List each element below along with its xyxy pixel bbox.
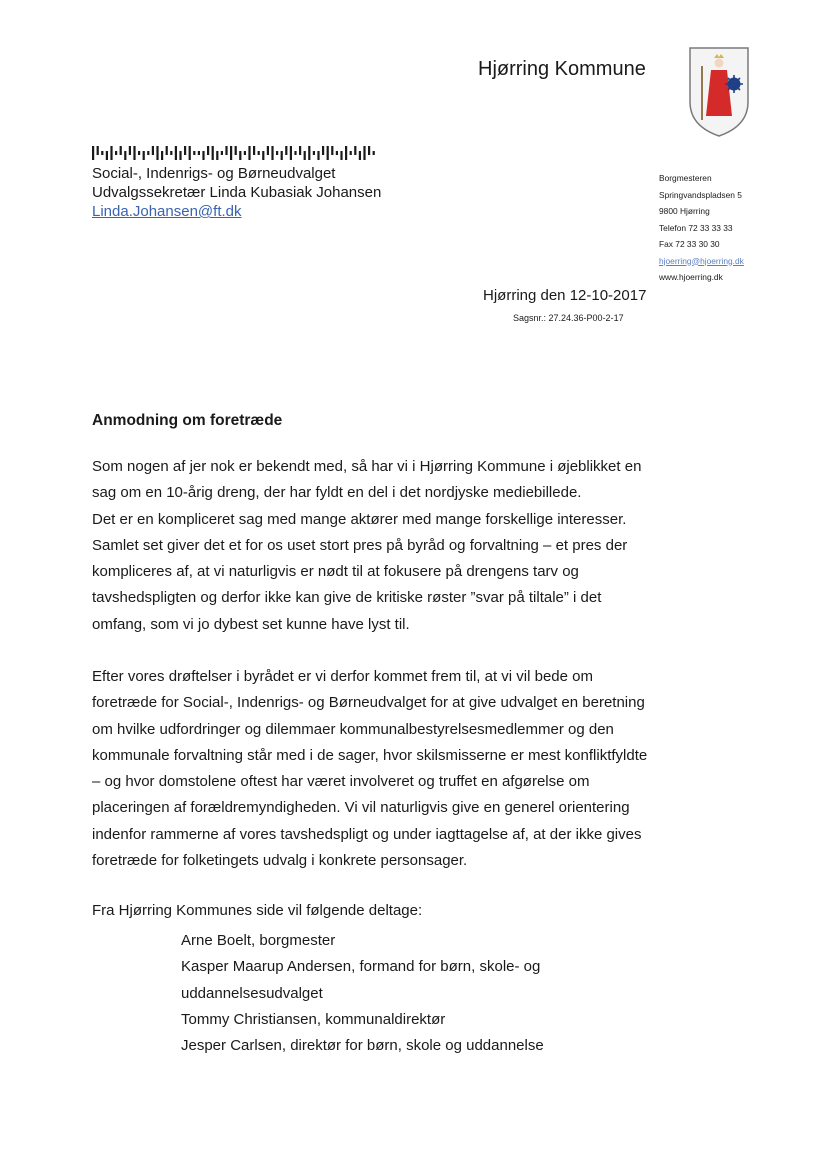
paragraph-line: foretræde for folketingets udvalg i konkrete personsager. xyxy=(92,852,468,870)
participant-item: uddannelsesudvalget xyxy=(181,984,323,1002)
municipality-name: Hjørring Kommune xyxy=(478,58,646,80)
paragraph-line: om hvilke udfordringer og dilemmaer kommunalbestyrelsesmedlemmer og den xyxy=(92,720,614,738)
paragraph-line: omfang, som vi jo dybest set kunne have lyst til. xyxy=(92,615,410,633)
paragraph-line: kompliceres af, at vi naturligvis er nødt til at fokusere på drengens tarv og xyxy=(92,563,579,581)
coat-of-arms-icon xyxy=(688,46,750,138)
paragraph-line: Samlet set giver det et for os uset stort pres på byråd og forvaltning – et pres der xyxy=(92,536,628,554)
paragraph-line: Som nogen af jer nok er bekendt med, så har vi i Hjørring Kommune i øjeblikket en xyxy=(92,458,642,475)
paragraph-line: tavshedspligten og derfor ikke kan give de kritiske røster ”svar på tiltale” i det xyxy=(92,589,602,607)
paragraph-line: foretræde for Social-, Indenrigs- og Børneudvalget for at give udvalget en beretning xyxy=(92,694,645,712)
sender-role: Borgmesteren xyxy=(659,173,712,183)
participant-item: Kasper Maarup Andersen, formand for børn, skole- og xyxy=(181,958,541,976)
sender-street: Springvandspladsen 5 xyxy=(659,189,742,200)
paragraph-line: indenfor rammerne af vores tavshedspligt og under iagttagelse af, at der ikke gives xyxy=(92,825,642,843)
paragraph-line: sag om en 10-årig dreng, der har fyldt en del i det nordjyske mediebillede. xyxy=(92,484,582,502)
postal-barcode-icon xyxy=(92,146,382,160)
recipient-committee: Social-, Indenrigs- og Børneudvalget xyxy=(92,165,336,182)
paragraph-1 xyxy=(92,454,662,638)
sender-email-link[interactable]: hjoerring@hjoerring.dk xyxy=(659,255,744,266)
paragraph-line: – og hvor domstolene oftest har været involveret og truffet en afgørelse om xyxy=(92,773,590,791)
sender-fax: Fax 72 33 30 30 xyxy=(659,239,720,249)
paragraph-2 xyxy=(92,664,662,874)
letter-subject: Anmodning om foretræde xyxy=(92,412,283,429)
paragraph-line: Efter vores drøftelser i byrådet er vi derfor kommet frem til, at vi vil bede om xyxy=(92,668,593,685)
paragraph-line: placeringen af forældremyndigheden. Vi vil naturligvis give en generel orientering xyxy=(92,799,630,817)
letter-date: Hjørring den 12-10-2017 xyxy=(483,287,647,304)
sender-city: 9800 Hjørring xyxy=(659,206,710,216)
participant-item: Jesper Carlsen, direktør for børn, skole og uddannelse xyxy=(181,1037,544,1055)
sender-block xyxy=(659,170,744,286)
sender-web-link[interactable]: www.hjoerring.dk xyxy=(659,272,723,282)
case-number: Sagsnr.: 27.24.36-P00-2-17 xyxy=(513,313,624,323)
recipient-block xyxy=(92,164,381,221)
participants-list xyxy=(181,928,544,1059)
sender-phone: Telefon 72 33 33 33 xyxy=(659,222,733,233)
recipient-email-link[interactable]: Linda.Johansen@ft.dk xyxy=(92,203,242,220)
paragraph-line: Det er en kompliceret sag med mange aktører med mange forskellige interesser. xyxy=(92,510,627,528)
participant-item: Tommy Christiansen, kommunaldirektør xyxy=(181,1010,446,1028)
recipient-secretary: Udvalgssekretær Linda Kubasiak Johansen xyxy=(92,184,382,201)
paragraph-line: kommunale forvaltning står med i de sager, hvor skilsmisserne er mest konfliktfyldte xyxy=(92,746,648,764)
participants-intro: Fra Hjørring Kommunes side vil følgende deltage: xyxy=(92,902,423,919)
participant-item: Arne Boelt, borgmester xyxy=(181,932,336,949)
